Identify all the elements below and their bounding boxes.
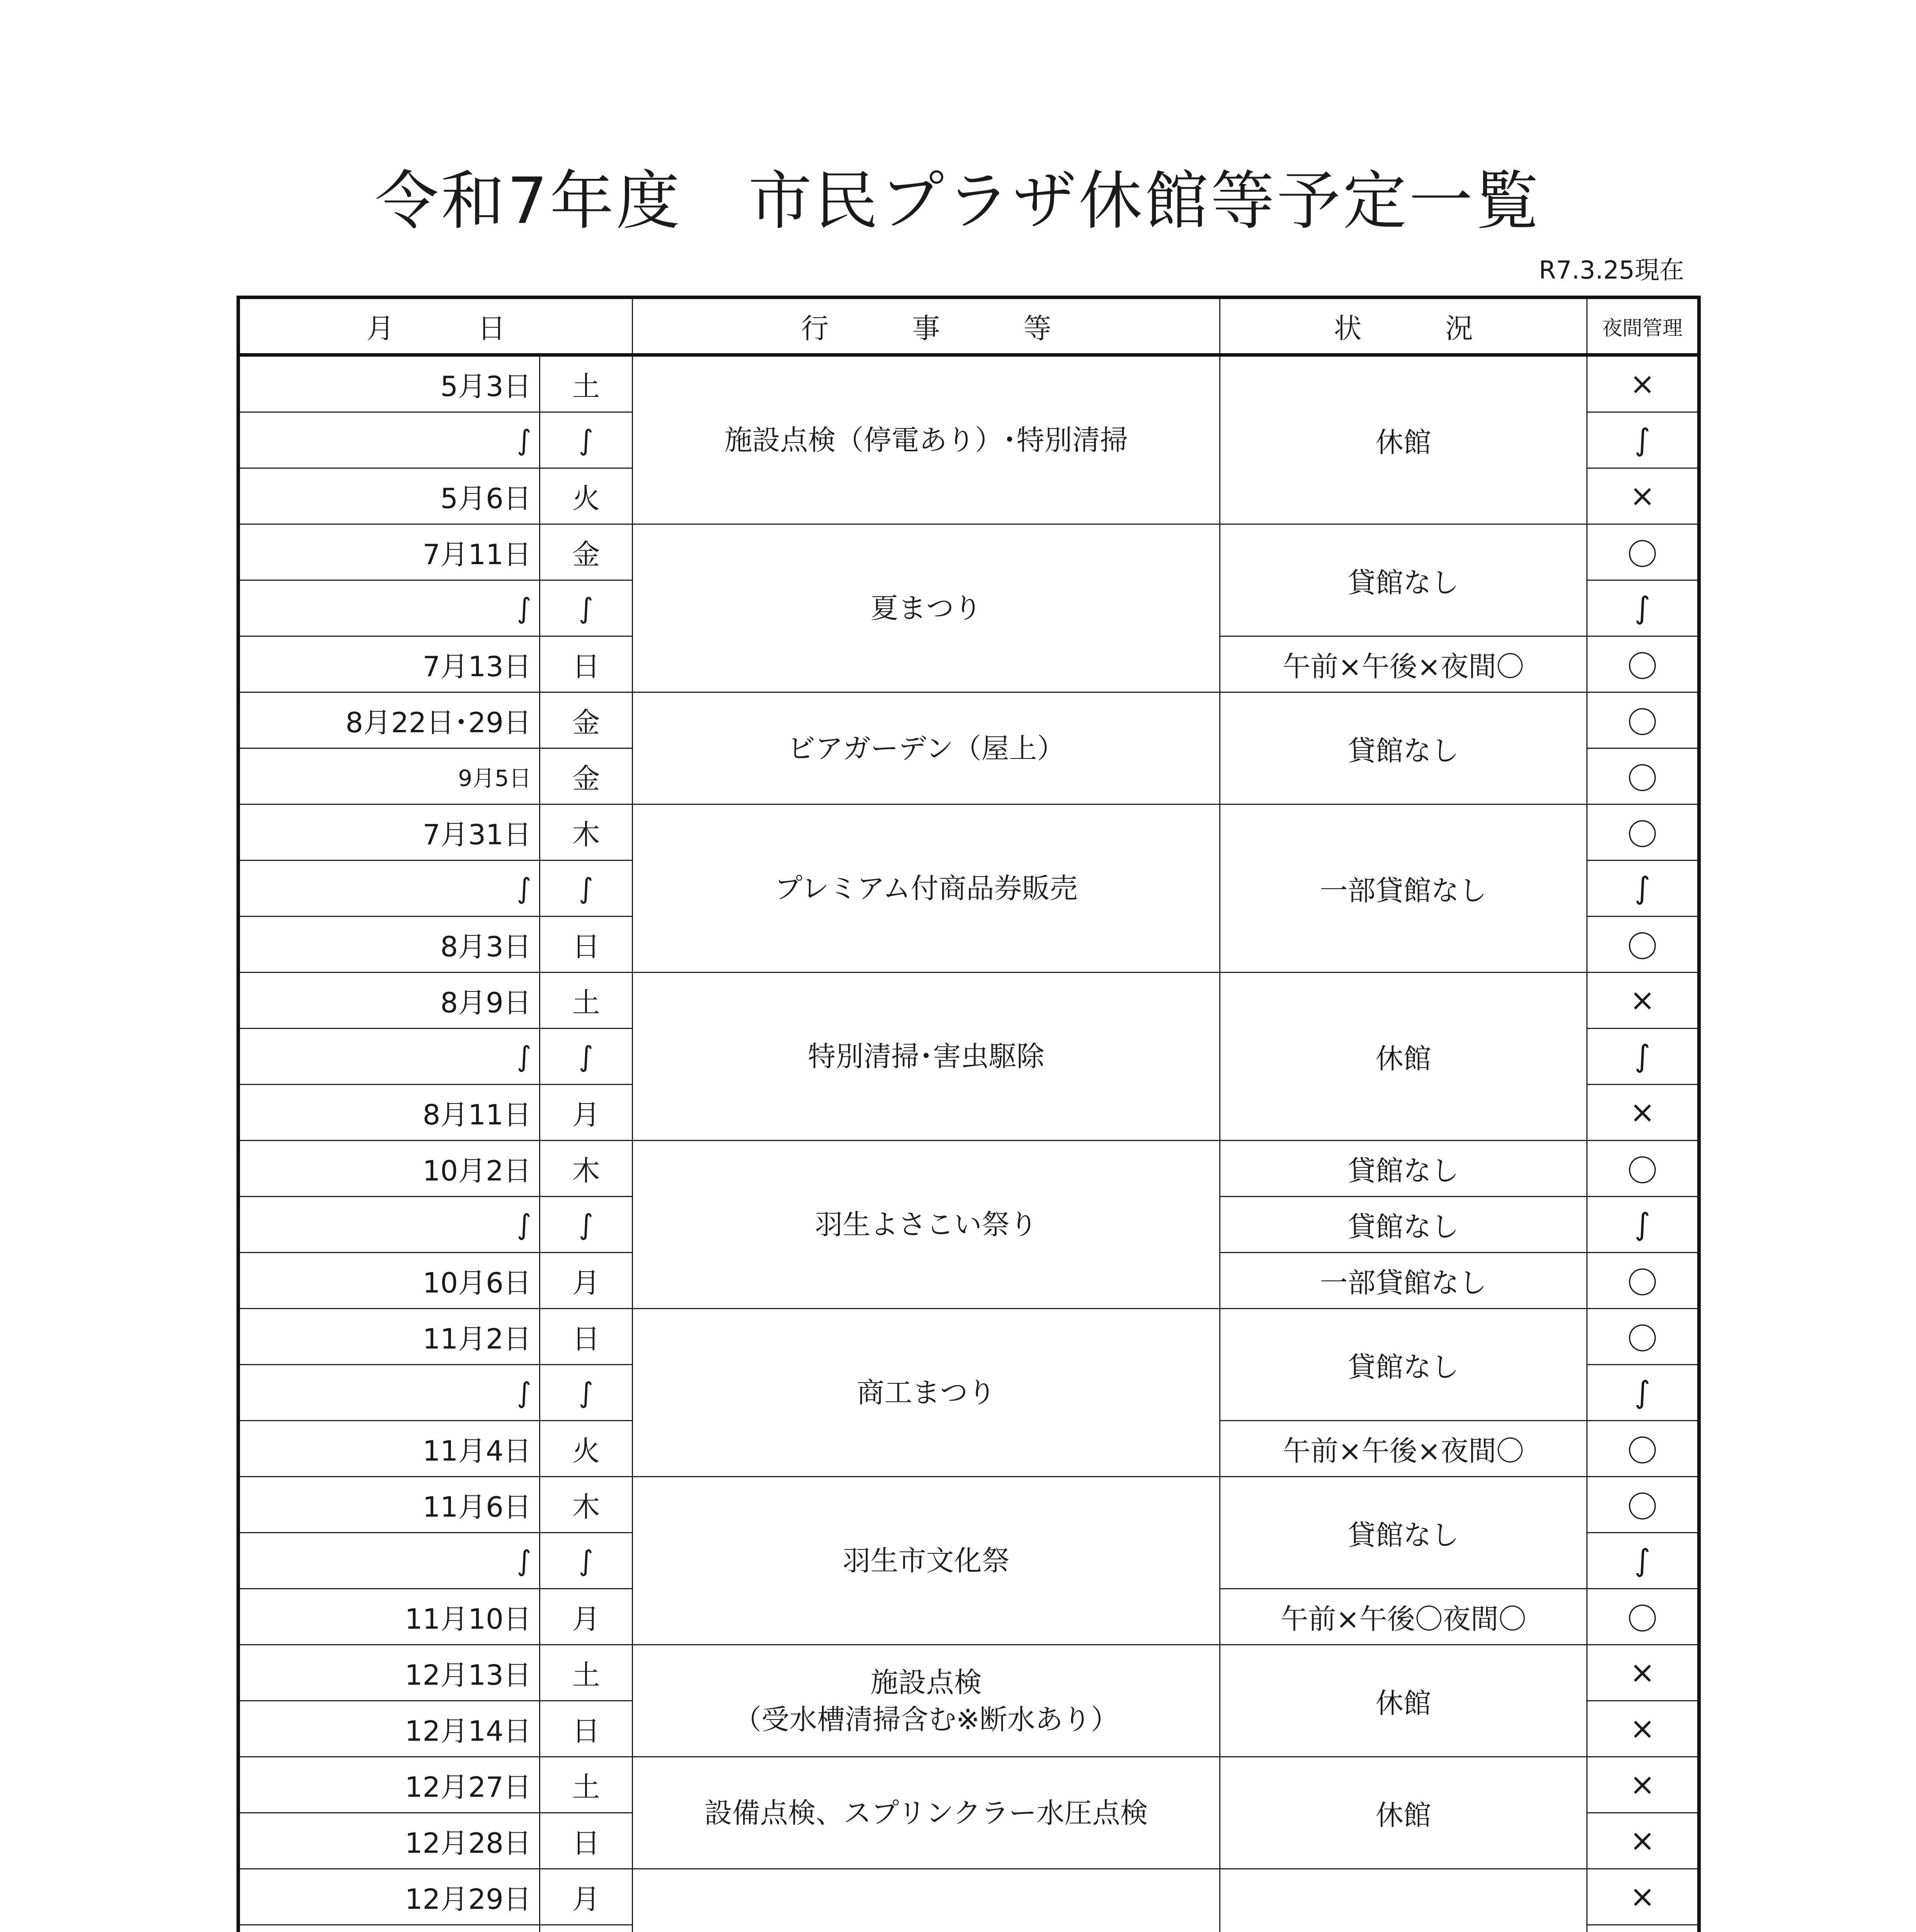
weekday-cell: ∫ (540, 580, 633, 636)
status-cell: 午前×午後×夜間〇 (1220, 636, 1587, 692)
date-cell: 5月3日 (238, 355, 540, 412)
status-cell: 一部貸館なし (1220, 1253, 1587, 1309)
weekday-cell: 日 (540, 1701, 633, 1757)
event-cell (633, 1869, 1220, 1932)
weekday-cell: 木 (540, 804, 633, 861)
night-cell: × (1587, 1085, 1699, 1141)
weekday-cell: 火 (540, 468, 633, 524)
weekday-cell: 木 (540, 1477, 633, 1533)
table-header-row (238, 298, 1699, 355)
weekday-cell: 木 (540, 1141, 633, 1197)
weekday-cell: 土 (540, 1645, 633, 1701)
night-cell: × (1587, 1869, 1699, 1925)
weekday-cell: 月 (540, 1869, 633, 1925)
date-cell: 8月3日 (238, 917, 540, 973)
header-status: 状 況 (1220, 298, 1587, 355)
date-cell: ∫ (238, 1533, 540, 1589)
event-cell: プレミアム付商品券販売 (633, 804, 1220, 973)
night-cell: × (1587, 1701, 1699, 1757)
night-cell: × (1587, 1757, 1699, 1813)
weekday-cell: 金 (540, 524, 633, 580)
night-cell: ∫ (1587, 412, 1699, 468)
status-cell: 貸館なし (1220, 1197, 1587, 1253)
date-cell: 8月22日･29日 (238, 692, 540, 748)
status-cell: 休館 (1220, 1757, 1587, 1869)
table-row (238, 973, 1699, 1029)
event-line: 施設点検 (870, 1666, 982, 1699)
date-cell: 12月28日 (238, 1813, 540, 1869)
date-cell: 12月29日 (238, 1869, 540, 1925)
weekday-cell: ∫ (540, 1197, 633, 1253)
weekday-cell: 土 (540, 1757, 633, 1813)
date-cell: 10月2日 (238, 1141, 540, 1197)
status-cell: 貸館なし (1220, 692, 1587, 804)
night-cell: 〇 (1587, 524, 1699, 580)
weekday-cell: ∫ (540, 1533, 633, 1589)
night-cell: 〇 (1587, 636, 1699, 692)
weekday-cell: 日 (540, 636, 633, 692)
status-cell: 休館 (1220, 973, 1587, 1141)
event-cell: 商工まつり (633, 1309, 1220, 1477)
date-cell: 7月31日 (238, 804, 540, 861)
table-row (238, 1757, 1699, 1813)
night-cell: ∫ (1587, 1533, 1699, 1589)
weekday-cell: 火 (540, 1421, 633, 1477)
date-cell: 7月11日 (238, 524, 540, 580)
night-cell: 〇 (1587, 1589, 1699, 1645)
date-cell: ∫ (238, 580, 540, 636)
date-cell: ∫ (238, 861, 540, 917)
table-row (238, 804, 1699, 861)
event-cell: 施設点検（停電あり）･特別清掃 (633, 355, 1220, 524)
table-row (238, 524, 1699, 580)
night-cell: × (1587, 1813, 1699, 1869)
weekday-cell: 金 (540, 692, 633, 748)
weekday-cell: 金 (540, 748, 633, 804)
date-cell (238, 1925, 540, 1932)
status-cell: 午前×午後×夜間〇 (1220, 1421, 1587, 1477)
night-cell: × (1587, 468, 1699, 524)
date-cell: ∫ (238, 1029, 540, 1085)
status-cell: 貸館なし (1220, 1141, 1587, 1197)
status-cell: 貸館なし (1220, 524, 1587, 636)
status-cell: 貸館なし (1220, 1477, 1587, 1589)
date-cell: ∫ (238, 412, 540, 468)
header-event: 行 事 等 (633, 298, 1220, 355)
table-row (238, 1141, 1699, 1197)
weekday-cell: 日 (540, 917, 633, 973)
status-cell: 貸館なし (1220, 1309, 1587, 1421)
night-cell: 〇 (1587, 1309, 1699, 1365)
table-row (238, 1309, 1699, 1365)
weekday-cell: 月 (540, 1085, 633, 1141)
event-cell: ビアガーデン（屋上） (633, 692, 1220, 804)
weekday-cell: 日 (540, 1813, 633, 1869)
event-cell: 夏まつり (633, 524, 1220, 692)
weekday-cell (540, 1925, 633, 1932)
date-cell: 5月6日 (238, 468, 540, 524)
date-cell: ∫ (238, 1365, 540, 1421)
weekday-cell: ∫ (540, 412, 633, 468)
night-cell: 〇 (1587, 1253, 1699, 1309)
night-cell: ∫ (1587, 580, 1699, 636)
weekday-cell: 月 (540, 1589, 633, 1645)
event-cell: 特別清掃･害虫駆除 (633, 973, 1220, 1141)
night-cell: × (1587, 1645, 1699, 1701)
status-cell: 一部貸館なし (1220, 804, 1587, 973)
status-cell: 午前×午後〇夜間〇 (1220, 1589, 1587, 1645)
status-cell (1220, 1869, 1587, 1932)
event-cell: 羽生よさこい祭り (633, 1141, 1220, 1309)
weekday-cell: ∫ (540, 861, 633, 917)
date-cell: 11月10日 (238, 1589, 540, 1645)
weekday-cell: ∫ (540, 1365, 633, 1421)
night-cell: ∫ (1587, 861, 1699, 917)
event-cell (633, 1645, 1220, 1757)
status-cell: 休館 (1220, 1645, 1587, 1757)
date-cell: 8月11日 (238, 1085, 540, 1141)
date-cell: 7月13日 (238, 636, 540, 692)
night-cell: 〇 (1587, 1477, 1699, 1533)
night-cell: 〇 (1587, 748, 1699, 804)
schedule-table (237, 296, 1701, 1932)
night-cell: 〇 (1587, 804, 1699, 861)
table-row (238, 1477, 1699, 1533)
night-cell: ∫ (1587, 1029, 1699, 1085)
date-cell: 8月9日 (238, 973, 540, 1029)
night-cell: × (1587, 355, 1699, 412)
weekday-cell: 月 (540, 1253, 633, 1309)
night-cell (1587, 1925, 1699, 1932)
date-cell: 12月14日 (238, 1701, 540, 1757)
date-cell: 12月27日 (238, 1757, 540, 1813)
date-cell: 10月6日 (238, 1253, 540, 1309)
table-row (238, 355, 1699, 412)
night-cell: 〇 (1587, 1421, 1699, 1477)
weekday-cell: ∫ (540, 1029, 633, 1085)
weekday-cell: 日 (540, 1309, 633, 1365)
date-cell: ∫ (238, 1197, 540, 1253)
date-cell: 9月5日 (238, 748, 540, 804)
night-cell: 〇 (1587, 692, 1699, 748)
header-night: 夜間管理 (1587, 298, 1699, 355)
table-row (238, 692, 1699, 748)
status-cell: 休館 (1220, 355, 1587, 524)
table-row (238, 1869, 1699, 1925)
event-line: （受水槽清掃含む※断水あり） (733, 1703, 1119, 1736)
night-cell: ∫ (1587, 1365, 1699, 1421)
event-cell: 設備点検、スプリンクラー水圧点検 (633, 1757, 1220, 1869)
event-cell: 羽生市文化祭 (633, 1477, 1220, 1645)
page-title: 令和7年度 市民プラザ休館等予定一覧 (375, 164, 1541, 238)
night-cell: × (1587, 973, 1699, 1029)
night-cell: ∫ (1587, 1197, 1699, 1253)
weekday-cell: 土 (540, 355, 633, 412)
date-cell: 11月6日 (238, 1477, 540, 1533)
weekday-cell: 土 (540, 973, 633, 1029)
night-cell: 〇 (1587, 1141, 1699, 1197)
header-date: 月 日 (238, 298, 633, 355)
as-of-date: R7.3.25現在 (1538, 256, 1684, 285)
night-cell: 〇 (1587, 917, 1699, 973)
date-cell: 11月2日 (238, 1309, 540, 1365)
date-cell: 12月13日 (238, 1645, 540, 1701)
date-cell: 11月4日 (238, 1421, 540, 1477)
table-row (238, 1645, 1699, 1701)
